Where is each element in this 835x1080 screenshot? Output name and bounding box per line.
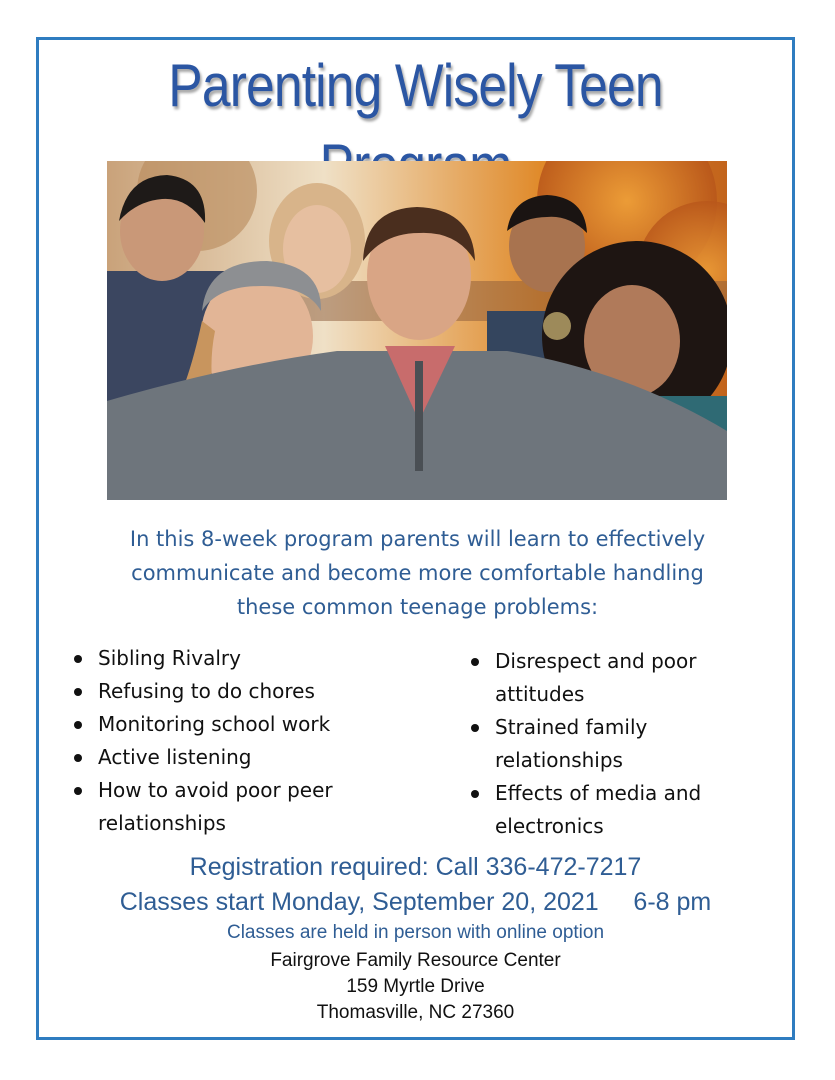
intro-line-1: In this 8-week program parents will learn to effectively: [129, 527, 706, 551]
classes-start: Classes start Monday, September 20, 2021 6-8 pm: [119, 888, 712, 916]
intro-line-3: these common teenage problems:: [236, 595, 599, 619]
list-item: Effects of media and electronics: [471, 777, 710, 843]
list-item: Refusing to do chores: [74, 675, 414, 708]
list-item: Strained family relationships: [471, 711, 690, 777]
list-item: How to avoid poor peer relationships: [74, 774, 378, 840]
teen-group-photo: [107, 161, 727, 500]
center-city: Thomasville, NC 27360: [316, 1002, 515, 1023]
program-intro: [80, 522, 755, 624]
topics-list-left: [74, 642, 414, 840]
list-item: Disrespect and poor attitudes: [471, 645, 710, 711]
center-name: Fairgrove Family Resource Center: [270, 950, 561, 971]
center-street: 159 Myrtle Drive: [346, 976, 485, 997]
class-format: Classes are held in person with online option: [226, 922, 605, 943]
list-item: Monitoring school work: [74, 708, 414, 741]
intro-line-2: communicate and become more comfortable handling: [131, 561, 704, 585]
list-item: Sibling Rivalry: [74, 642, 414, 675]
registration-call: Registration required: Call 336-472-7217: [189, 853, 642, 881]
list-item: Active listening: [74, 741, 414, 774]
topics-list-right: [471, 645, 741, 843]
flyer-title: Parenting Wisely Teen: [168, 52, 663, 119]
